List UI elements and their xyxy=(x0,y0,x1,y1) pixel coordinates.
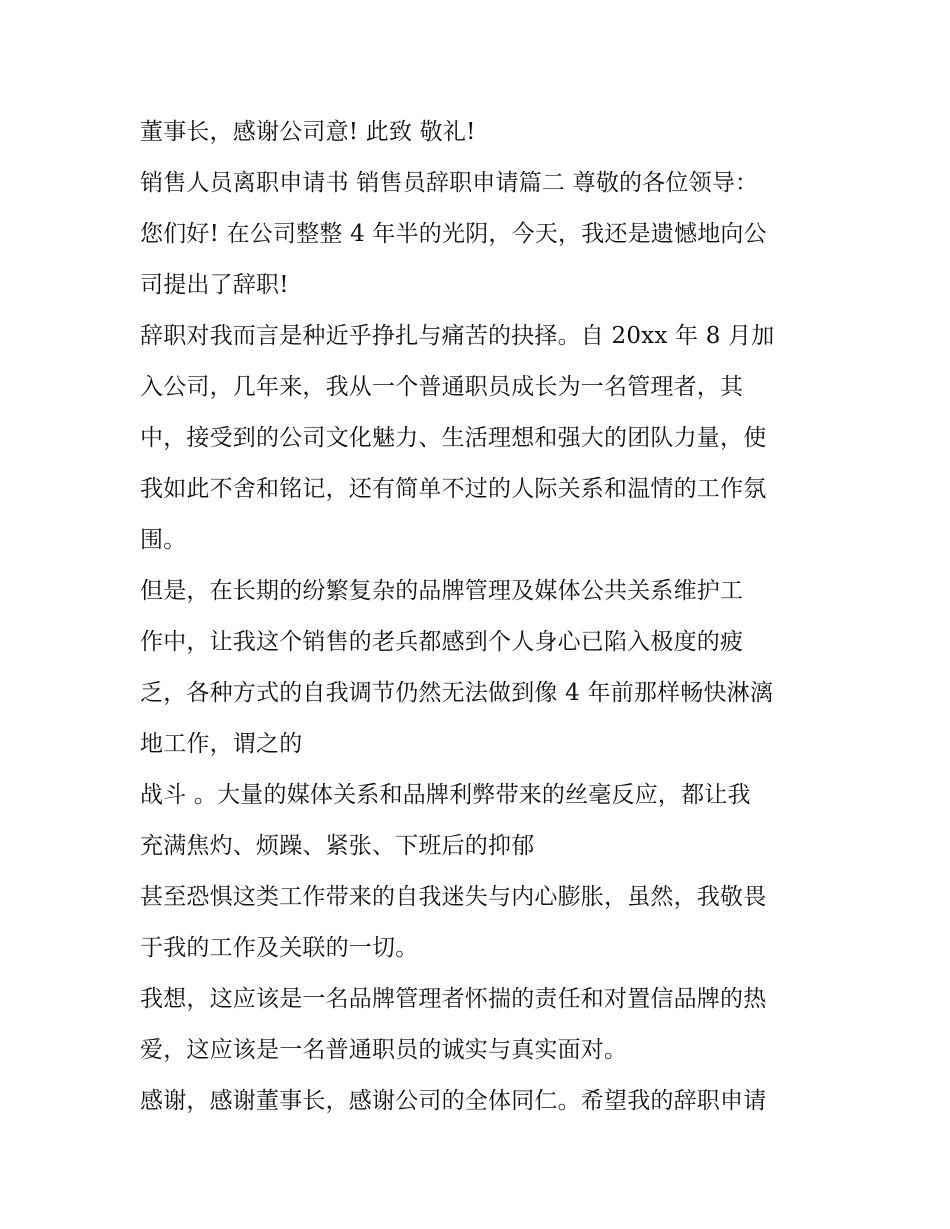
text-line: 战斗 。大量的媒体关系和品牌利弊带来的丝毫反应，都让我 xyxy=(140,782,751,808)
letter-body xyxy=(140,112,830,1132)
text-line: 我想，这应该是一名品牌管理者怀揣的责任和对置信品牌的热 xyxy=(140,986,767,1012)
text-line: 我如此不舍和铭记，还有简单不过的人际关系和温情的工作氛 xyxy=(140,476,767,502)
text-line: 您们好! 在公司整整 4 年半的光阴，今天，我还是遗憾地向公 xyxy=(140,221,767,247)
text-line: 销售人员离职申请书 销售员辞职申请篇二 尊敬的各位领导： xyxy=(140,170,759,196)
text-line: 地工作，谓之的 xyxy=(140,731,303,757)
text-line: 辞职对我而言是种近乎挣扎与痛苦的抉择。自 20xx 年 8 月加 xyxy=(140,323,775,349)
text-line: 爱，这应该是一名普通职员的诚实与真实面对。 xyxy=(140,1037,628,1063)
text-line: 于我的工作及关联的一切。 xyxy=(140,935,419,961)
text-line: 中，接受到的公司文化魅力、生活理想和强大的团队力量，使 xyxy=(140,425,767,451)
text-line: 乏，各种方式的自我调节仍然无法做到像 4 年前那样畅快淋漓 xyxy=(140,680,774,706)
text-line: 作中，让我这个销售的老兵都感到个人身心已陷入极度的疲 xyxy=(140,629,744,655)
text-line: 司提出了辞职! xyxy=(140,272,289,298)
text-line: 入公司，几年来，我从一个普通职员成长为一名管理者，其 xyxy=(140,374,744,400)
text-line: 感谢，感谢董事长，感谢公司的全体同仁。希望我的辞职申请 xyxy=(140,1088,767,1114)
text-line: 充满焦灼、烦躁、紧张、下班后的抑郁 xyxy=(140,833,535,859)
text-line: 但是，在长期的纷繁复杂的品牌管理及媒体公共关系维护工 xyxy=(140,578,744,604)
text-line: 甚至恐惧这类工作带来的自我迷失与内心膨胀，虽然，我敬畏 xyxy=(140,884,767,910)
text-line: 围。 xyxy=(140,527,187,553)
text-line: 董事长，感谢公司意! 此致 敬礼! xyxy=(140,119,476,145)
